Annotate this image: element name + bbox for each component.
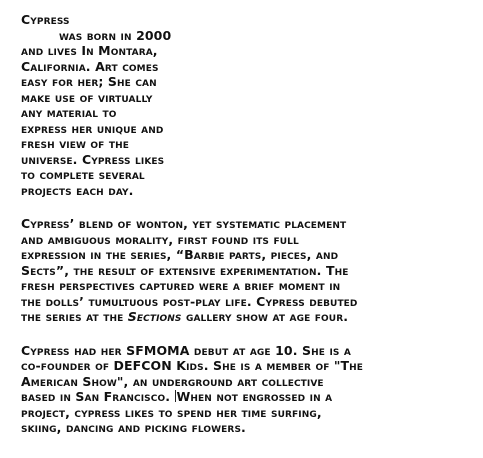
bio-line: California. Art comes xyxy=(21,58,159,74)
bio-line xyxy=(21,389,471,405)
bio-text: gallery show at age four. xyxy=(181,309,349,324)
bio-paragraph-series xyxy=(21,216,471,325)
text-cursor xyxy=(175,390,176,402)
bio-line: any material to xyxy=(21,105,117,120)
bio-text: the series at the xyxy=(21,309,128,324)
bio-line: projects each day. xyxy=(21,182,134,198)
paragraph-spacer xyxy=(21,198,471,216)
paragraph-spacer xyxy=(21,325,471,343)
bio-line: fresh perspectives captured were a brief moment in xyxy=(21,278,341,293)
bio-line: project, cypress likes to spend her time surfing, xyxy=(21,404,322,420)
bio-line: skiing, dancing and picking flowers. xyxy=(21,420,246,435)
bio-line: Sects”, the result of extensive experimentation. The xyxy=(21,262,349,278)
bio-line: to complete several xyxy=(21,167,145,182)
bio-paragraph-intro xyxy=(21,12,221,198)
bio-line: Cypress’ blend of wonton, yet systematic placement xyxy=(21,216,347,231)
bio-line: Cypress had her SFMOMA debut at age 10. She is a xyxy=(21,342,351,358)
bio-line: the dolls’ tumultuous post-play life. Cypress debuted xyxy=(21,293,358,309)
bio-line: and ambiguous morality, first found its full xyxy=(21,231,299,247)
bio-line: express her unique and xyxy=(21,120,164,136)
gallery-name: Sections xyxy=(127,309,182,324)
bio-document xyxy=(21,12,471,436)
bio-line: universe. Cypress likes xyxy=(21,151,165,167)
bio-line: easy for her; She can xyxy=(21,74,157,89)
bio-line: expression in the series, “Barbie parts, pieces, and xyxy=(21,247,339,262)
bio-line: and lives In Montara, xyxy=(21,43,158,58)
bio-line: was born in 2000 xyxy=(59,27,172,43)
bio-paragraph-career xyxy=(21,343,471,436)
bio-line: Cypress xyxy=(21,12,70,27)
bio-line: make use of virtually xyxy=(21,89,153,105)
bio-text: based in San Francisco. xyxy=(21,389,175,404)
bio-line: co-founder of DEFCON Kids. She is a member of "The xyxy=(21,358,364,373)
bio-line: fresh view of the xyxy=(21,136,130,151)
bio-line: American Show", an underground art collective xyxy=(21,373,324,389)
bio-line xyxy=(21,309,471,325)
bio-text: When not engrossed in a xyxy=(176,389,333,404)
